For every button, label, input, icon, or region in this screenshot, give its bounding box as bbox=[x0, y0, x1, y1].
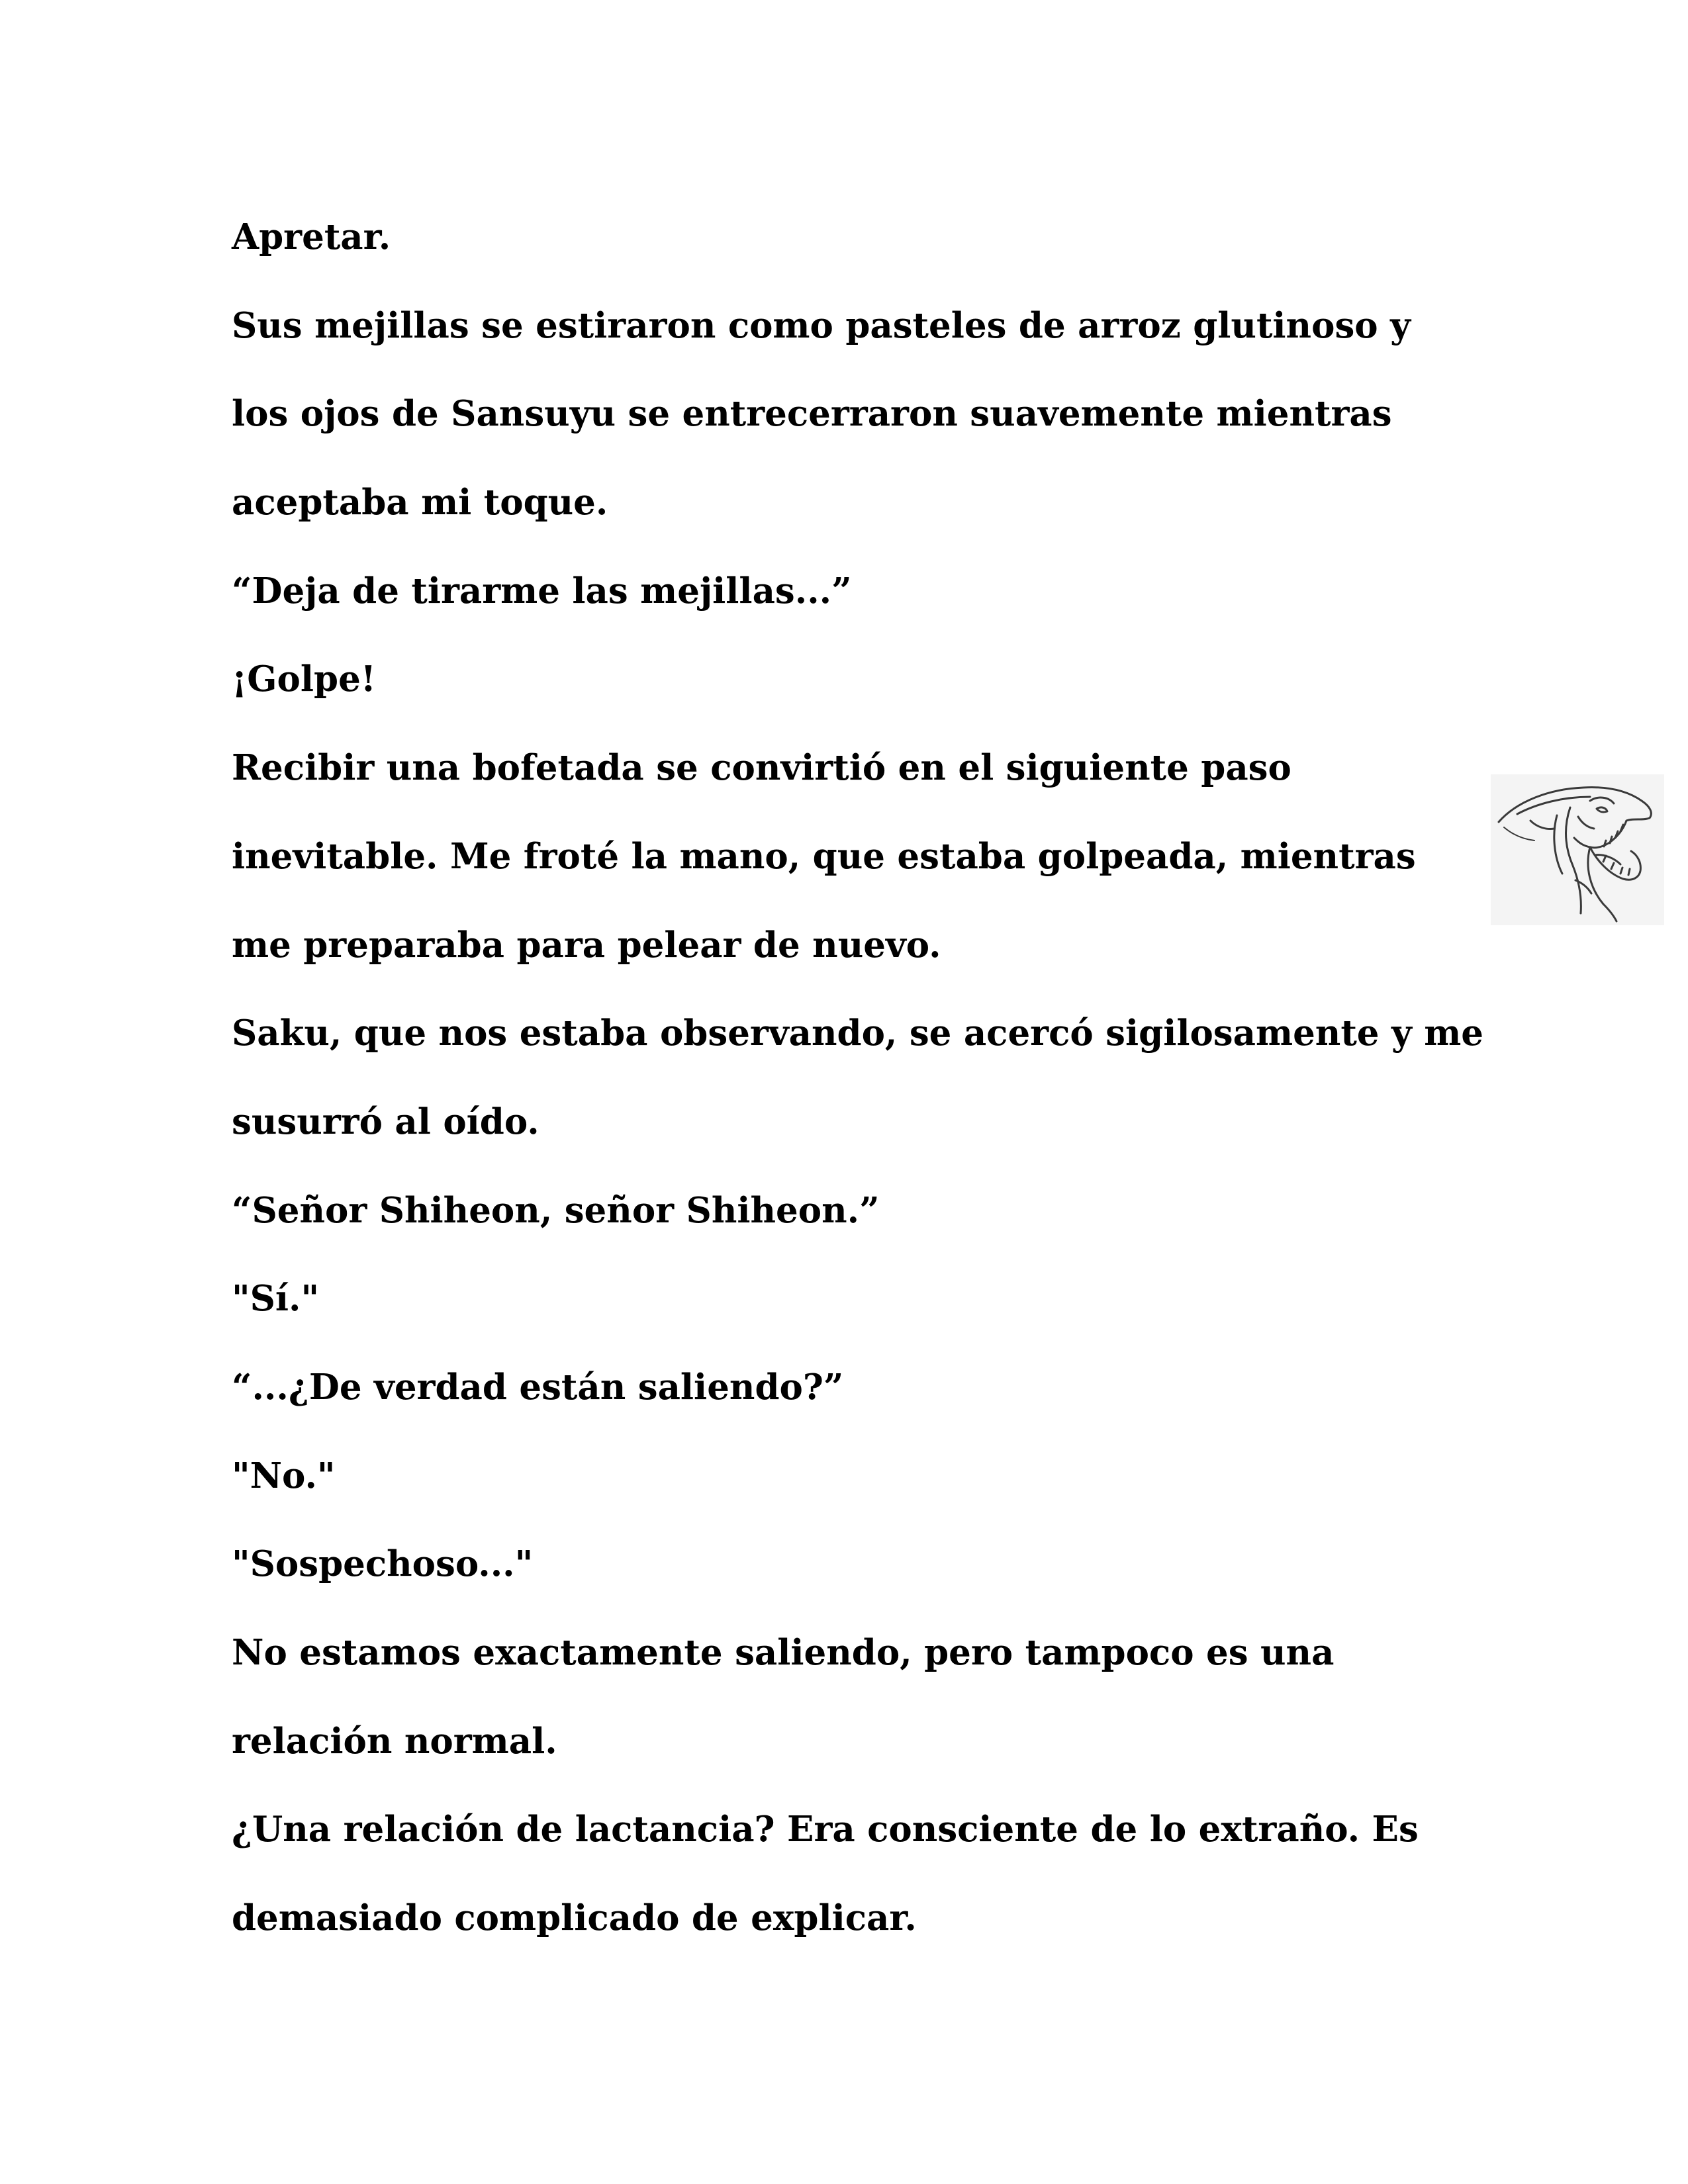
text-line: “Señor Shiheon, señor Shiheon.” bbox=[232, 1189, 880, 1231]
text-line: “Deja de tirarme las mejillas...” bbox=[232, 570, 852, 612]
dinosaur-head-sketch-icon bbox=[1491, 774, 1664, 925]
text-line: No estamos exactamente saliendo, pero tampoco es una bbox=[232, 1632, 1335, 1673]
document-body bbox=[232, 193, 1489, 1963]
text-line: Sus mejillas se estiraron como pasteles de arroz glutinoso y bbox=[232, 304, 1411, 346]
text-line: me preparaba para pelear de nuevo. bbox=[232, 924, 941, 966]
text-line: los ojos de Sansuyu se entrecerraron suavemente mientras bbox=[232, 393, 1392, 435]
text-line: relación normal. bbox=[232, 1720, 557, 1762]
text-line: "Sí." bbox=[232, 1278, 320, 1320]
text-line: demasiado complicado de explicar. bbox=[232, 1897, 917, 1939]
text-line: “...¿De verdad están saliendo?” bbox=[232, 1366, 844, 1408]
text-line: Recibir una bofetada se convirtió en el siguiente paso bbox=[232, 747, 1291, 789]
text-line: aceptaba mi toque. bbox=[232, 482, 608, 523]
text-line: ¡Golpe! bbox=[232, 659, 377, 700]
text-line: Saku, que nos estaba observando, se acercó sigilosamente y me bbox=[232, 1013, 1484, 1054]
text-line: Apretar. bbox=[232, 216, 391, 257]
text-line: ¿Una relación de lactancia? Era consciente de lo extraño. Es bbox=[232, 1809, 1419, 1850]
text-line: inevitable. Me froté la mano, que estaba golpeada, mientras bbox=[232, 835, 1416, 877]
text-line: "No." bbox=[232, 1455, 336, 1496]
text-line: susurró al oído. bbox=[232, 1101, 539, 1142]
text-line: "Sospechoso..." bbox=[232, 1543, 534, 1585]
